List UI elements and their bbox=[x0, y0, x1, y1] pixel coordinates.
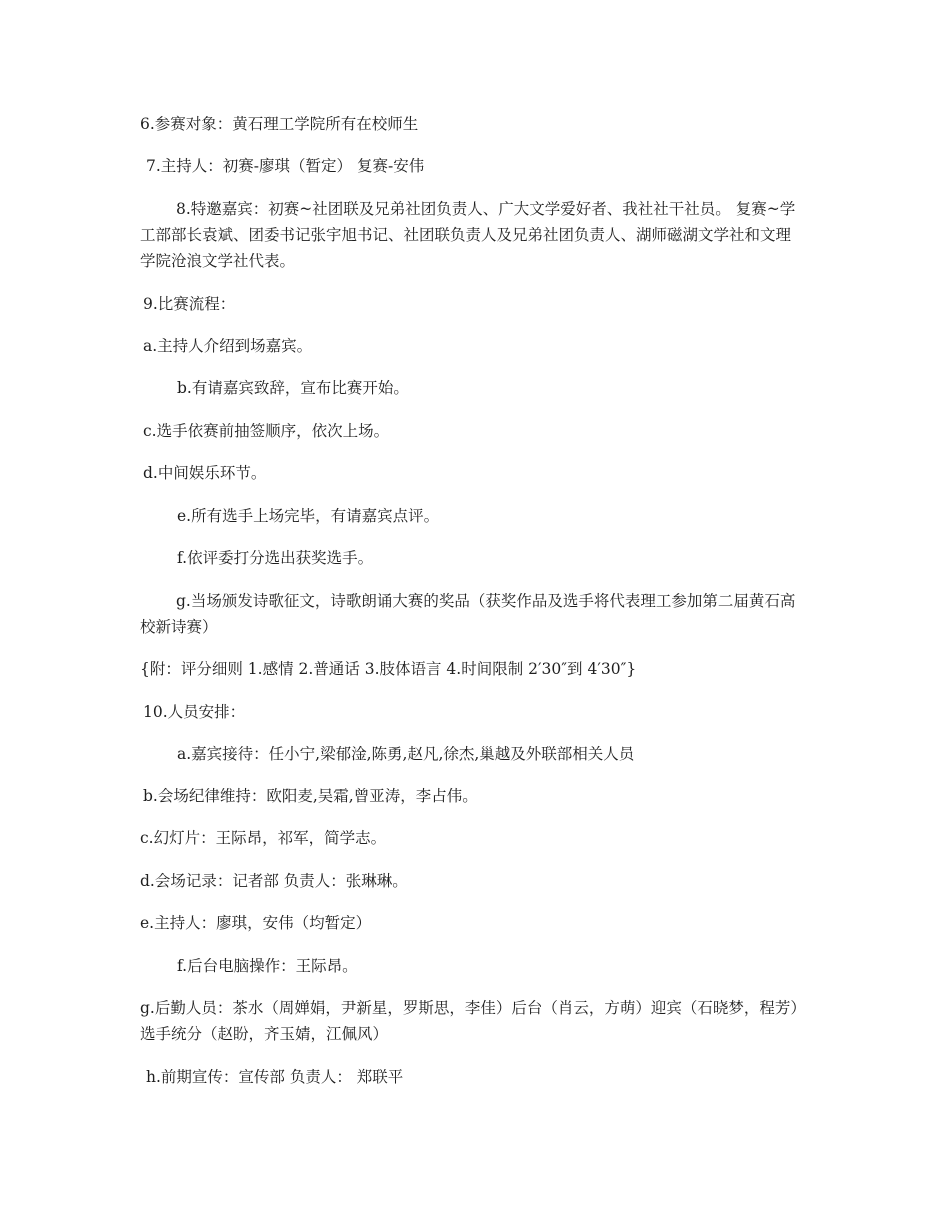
paragraph-special-guests: 8.特邀嘉宾：初赛~社团联及兄弟社团负责人、广大文学爱好者、我社社干社员。 复赛~学工部部长袁斌、团委书记张宇旭书记、社团联负责人及兄弟社团负责人、湖师磁湖文学社和文理学院沧浪文学社代表。 bbox=[140, 200, 796, 270]
staff-item-a: a.嘉宾接待：任小宁,梁郁淦,陈勇,赵凡,徐杰,巢越及外联部相关人员 bbox=[177, 745, 635, 763]
paragraph-participants: 6.参赛对象：黄石理工学院所有在校师生 bbox=[140, 115, 419, 133]
process-step-b: b.有请嘉宾致辞，宣布比赛开始。 bbox=[177, 379, 409, 397]
process-step-f: f.依评委打分选出获奖选手。 bbox=[177, 549, 374, 567]
paragraph-process-heading: 9.比赛流程： bbox=[143, 295, 236, 313]
staff-item-d: d.会场记录：记者部 负责人：张琳琳。 bbox=[140, 872, 408, 890]
process-step-c: c.选手依赛前抽签顺序，依次上场。 bbox=[143, 422, 390, 440]
paragraph-staff-heading: 10.人员安排： bbox=[143, 703, 246, 721]
paragraph-scoring-note: {附：评分细则 1.感情 2.普通话 3.肢体语言 4.时间限制 2′30″到 4′30″} bbox=[140, 660, 637, 678]
staff-item-h: h.前期宣传：宣传部 负责人： 郑联平 bbox=[146, 1068, 404, 1086]
process-step-d: d.中间娱乐环节。 bbox=[143, 464, 267, 482]
staff-item-e: e.主持人：廖琪，安伟（均暂定） bbox=[140, 914, 372, 932]
process-step-g: g.当场颁发诗歌征文，诗歌朗诵大赛的奖品（获奖作品及选手将代表理工参加第二届黄石高校新诗赛） bbox=[140, 592, 796, 636]
process-step-e: e.所有选手上场完毕，有请嘉宾点评。 bbox=[177, 507, 440, 525]
process-step-a: a.主持人介绍到场嘉宾。 bbox=[143, 337, 313, 355]
paragraph-hosts: 7.主持人：初赛-廖琪（暂定） 复赛-安伟 bbox=[146, 157, 425, 175]
staff-item-b: b.会场纪律维持：欧阳麦,吴霜,曾亚涛，李占伟。 bbox=[143, 787, 478, 805]
staff-item-f: f.后台电脑操作：王际昂。 bbox=[177, 957, 358, 975]
staff-item-g: g.后勤人员：茶水（周婵娟，尹新星，罗斯思，李佳）后台（肖云，方萌）迎宾（石晓梦，程芳）选手统分（赵盼，齐玉婧，江佩风） bbox=[140, 999, 799, 1043]
staff-item-c: c.幻灯片：王际昂，祁军，简学志。 bbox=[140, 829, 387, 847]
